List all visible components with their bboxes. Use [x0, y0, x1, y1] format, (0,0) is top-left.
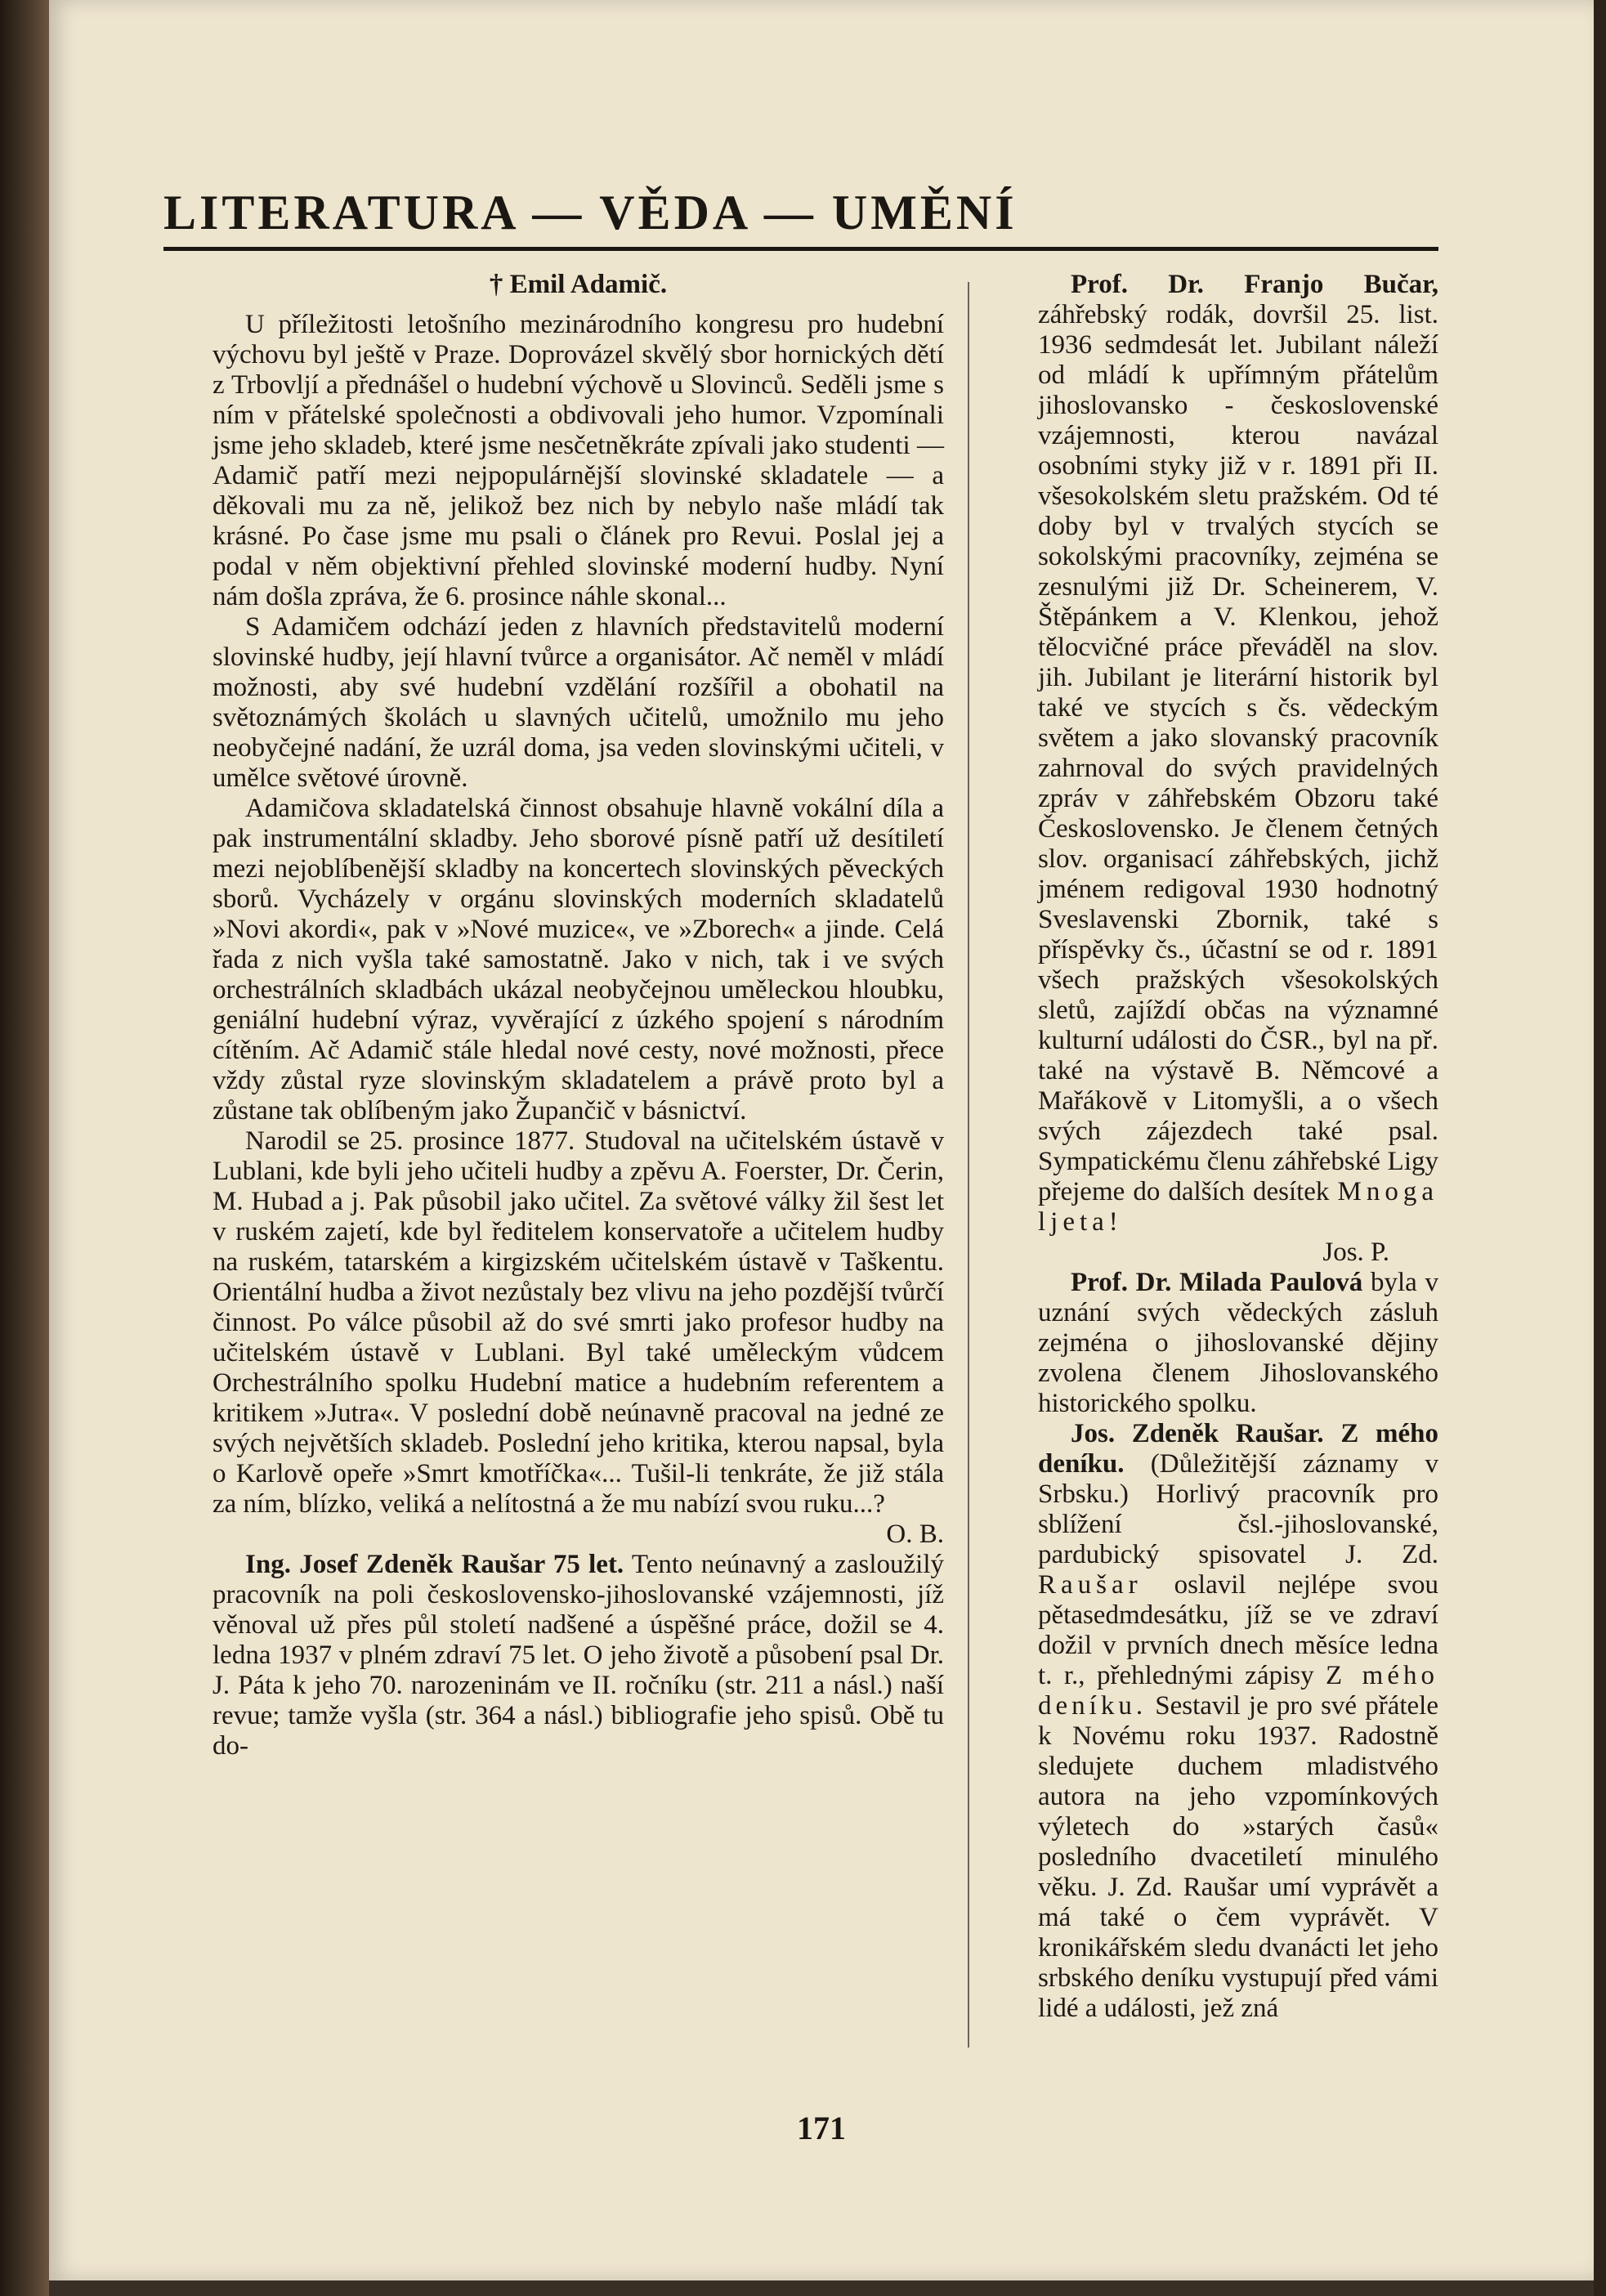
book-spine — [0, 0, 49, 2296]
bucar-text: záhřebský rodák, dovršil 25. list. 1936 sedmdesát let. Jubilant náleží od mládí k upřímným přátelům jihoslovansko - československé vzájemnosti, kterou navázal osobními styky již v r. 1891 při II. všesokolském sletu pražském. Od té doby byl v trvalých stycích se sokolskými pracovníky, zejména se zesnulými již Dr. Scheinerem, V. Štěpánkem a V. Klenkou, jehož tělocvičné práce převáděl na slov. jih. Jubilant je literární historik byl také ve stycích s čs. vědeckým světem a jako slovanský pracovník zahrnoval do svých pravidelných zpráv v záhřebském Obzoru také Československo. Je členem četných slov. organisací záhřebských, jichž jménem redigoval 1930 hodnotný Sveslavenski Zbornik, také s příspěvky čs., účastní se od r. 1891 všech pražských všesokolských sletů, zajíždí občas na významné kulturní události do ČSR., byl na př. také na výstavě B. Němcové a Mařákově v Litomyšli, a o všech svých zájezdech také psal. Sympatickému členu záhřebské Ligy přejeme do dalších desítek — [1038, 300, 1438, 1206]
column-divider — [968, 282, 969, 2048]
bucar-article — [1038, 270, 1438, 1238]
paulova-text: byla v uznání svých vědeckých zásluh zejména o jihoslovanské dějiny zvolena členem Jihoslovanského historického spolku. — [1038, 1268, 1438, 1418]
obituary-title: † Emil Adamič. — [489, 270, 668, 299]
bucar-signature: Jos. P. — [1322, 1238, 1389, 1267]
diary-review-author: Raušar — [1038, 1570, 1143, 1600]
obituary-paragraph: U příležitosti letošního mezinárodního kongresu pro hudební výchovu byl ještě v Praze. Doprovázel skvělý sbor hornických dětí z Trbovljí a přednášel o hudební výchově u Slovinců. Seděli jsme s ním v přátelské společnosti a obdivovali jeho humor. Vzpomínali jsme jeho skladeb, které jsme nesčetněkráte zpívali jako studenti — Adamič patří mezi nejpopulárnější slovinské skladatele — a děkovali mu za ně, jelikož bez nich by nebylo naše mládí tak krásné. Po čase jsme mu psali o článek pro Revui. Poslal jej a podal v něm objektivní přehled slovinské moderní hudby. Nyní nám došla zpráva, že 6. prosince náhle skonal... — [212, 310, 944, 611]
bucar-wish: Mnoga ljeta! — [1038, 1177, 1439, 1237]
left-column — [212, 270, 944, 1761]
obituary-paragraph: S Adamičem odchází jeden z hlavních představitelů moderní slovinské hudby, její hlavní tvůrce a organisátor. Ač neměl v mládí možnosti, aby své hudební vzdělání rozšířil a obohatil na světoznámých školách u slavných učitelů, umožnilo mu jeho neobyčejné nadání, že uzrál doma, jsa veden slovinskými učiteli, v umělce světové úrovně. — [212, 612, 944, 793]
diary-review-article — [1038, 1419, 1438, 2024]
magazine-page — [49, 0, 1594, 2280]
diary-review-text-3: Sestavil je pro své přátele k Novému roku 1937. Radostně sledujete duchem mladistvého autora na jeho vzpomínkových výletech do »starých časů« posledního dvacetiletí minulého věku. J. Zd. Raušar umí vyprávět a má také o čem vyprávět. V kronikářském sledu dvanácti let jeho srbského deníku vystupují před vámi lidé a události, jež zná — [1038, 1691, 1438, 2023]
paulova-article — [1038, 1268, 1438, 1419]
diary-review-text-1: (Důležitější záznamy v Srbsku.) Horlivý pracovník pro sblížení čsl.-jihoslovanské, pardubický spisovatel J. Zd. — [1038, 1449, 1439, 1569]
obituary-paragraph: Adamičova skladatelská činnost obsahuje hlavně vokální díla a pak instrumentální skladby. Jeho sborové písně patří už desítiletí mezi nejoblíbenější skladby na koncertech slovinských pěveckých sborů. Vycházely v orgánu slovinských moderních skladatelů »Novi akordi«, pak v »Nové muzice«, ve »Zborech« a jinde. Celá řada z nich vyšla také samostatně. Jako v nich, tak i ve svých orchestrálních skladbách ukázal neobyčejnou uměleckou hloubku, geniální hudební výraz, vyvěrající z úzkého spojení s národním cítěním. Ač Adamič stále hledal nové cesty, nové možnosti, přece vždy zůstal ryze slovinským skladatelem a právě proto byl a zůstane tak oblíbeným jako Župančič v básnictví. — [212, 794, 944, 1126]
obituary-paragraph: Narodil se 25. prosince 1877. Studoval na učitelském ústavě v Lublani, kde byli jeho učiteli hudby a zpěvu A. Foerster, Dr. Čerin, M. Hubad a j. Pak působil jako učitel. Za světové války žil šest let v ruském zajetí, kde byl ředitelem konservatoře a učitelem hudby na ruském, tatarském a kirgizském učitelském ústavě v Taškentu. Orientální hudba a život nezůstaly bez vlivu na jeho pozdější tvůrčí činnost. Po válce působil až do své smrti jako profesor hudby na učitelském ústavě v Lublani. Byl také uměleckým vůdcem Orchestrálního spolku Hudební matice a hudebním referentem a kritikem »Jutra«. V poslední době neúnavně pracoval na jedné ze svých největších skladeb. Poslední jeho kritika, kterou napsal, byla o Karlově opeře »Smrt kmotříčka«... Tušil-li tenkráte, že již stála za ním, blízko, veliká a nelítostná a že mu nabízí svou ruku...? — [212, 1126, 944, 1519]
page-number: 171 — [797, 2110, 846, 2146]
diary-review-text-2: oslavil nejlépe svou pětasedmdesátku, jíž se ve zdraví dožil v prvních dnech měsíce ledna t. r., přehlednými zápisy — [1038, 1570, 1439, 1690]
rausar-anniversary-text: Tento neúnavný a zasloužilý pracovník na poli československo-jihoslovanské vzájemnosti, jíž věnoval už přes půl století nadšené a úspěšné práce, dožil se 4. ledna 1937 v plném zdraví 75 let. O jeho životě a působení psal Dr. J. Páta k jeho 70. narozeninám ve II. ročníku (str. 211 a násl.) naší revue; tamže vyšla (str. 364 a násl.) bibliografie jeho spisů. Obě tu do- — [212, 1550, 944, 1761]
paulova-title: Prof. Dr. Milada Paulová — [1071, 1268, 1363, 1297]
heading-rule — [163, 247, 1438, 251]
diary-review-title: Jos. Zdeněk Raušar. Z mého deníku. — [1038, 1419, 1438, 1479]
page-edge — [1594, 0, 1606, 2296]
diary-review-book: Z mého deníku. — [1038, 1661, 1438, 1721]
obituary-signature: O. B. — [886, 1519, 944, 1549]
bucar-title: Prof. Dr. Franjo Bučar, — [1071, 270, 1438, 299]
rausar-anniversary-title: Ing. Josef Zdeněk Raušar 75 let. — [245, 1550, 624, 1579]
rausar-anniversary-article — [212, 1550, 944, 1761]
page-heading: LITERATURA — VĚDA — UMĚNÍ — [163, 186, 1018, 239]
right-column — [1038, 270, 1438, 2024]
